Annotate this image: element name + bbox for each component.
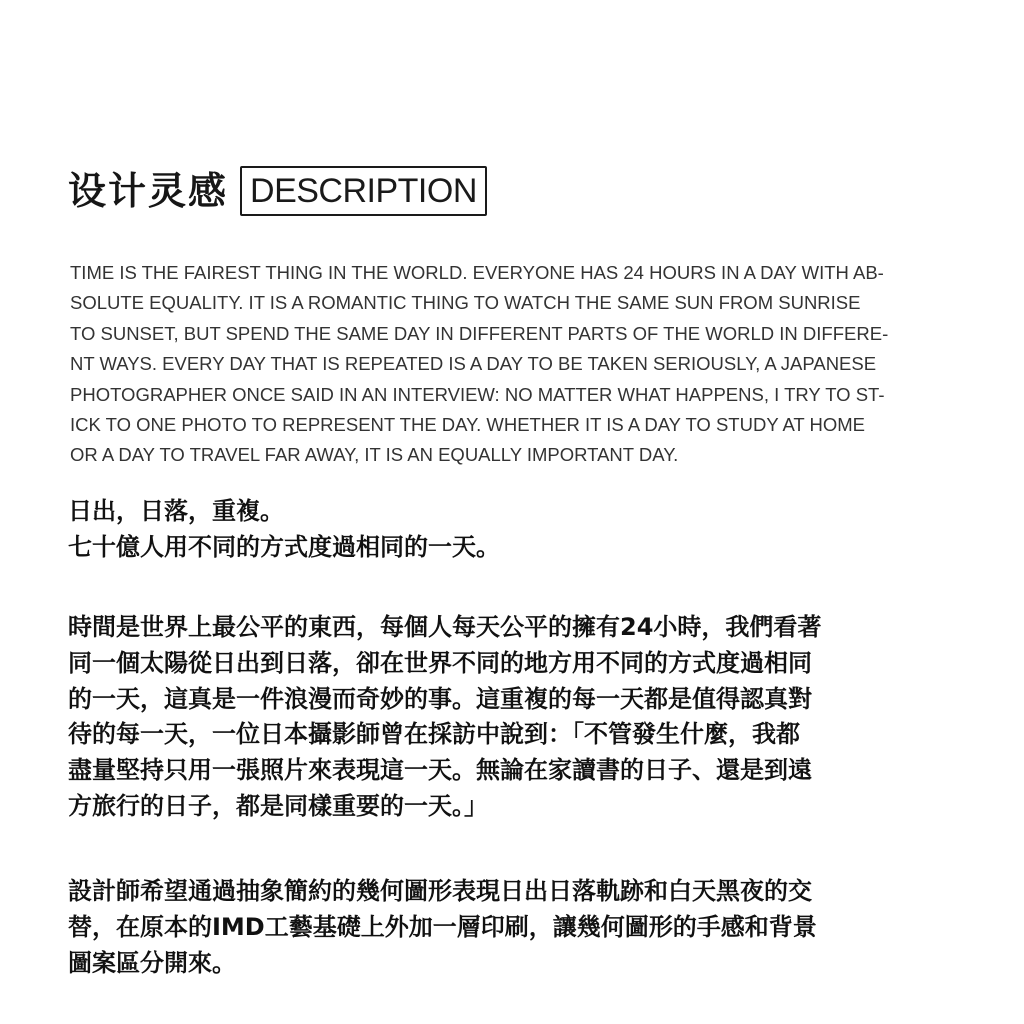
chinese-line: 圖案區分開來。 bbox=[68, 948, 236, 977]
chinese-intro-line: 日出，日落，重複。 bbox=[68, 497, 284, 525]
chinese-line: 同一個太陽從日出到日落，卻在世界不同的地方用不同的方式度過相同 bbox=[68, 648, 812, 677]
chinese-line: 的一天，這真是一件浪漫而奇妙的事。這重複的每一天都是值得認真對 bbox=[68, 684, 812, 713]
chinese-paragraph-design bbox=[68, 874, 978, 981]
section-heading bbox=[68, 166, 487, 216]
english-line: TIME IS THE FAIREST THING IN THE WORLD. EVERYONE HAS 24 HOURS IN A DAY WITH AB- bbox=[70, 262, 884, 283]
english-line: SOLUTE EQUALITY. IT IS A ROMANTIC THING TO WATCH THE SAME SUN FROM SUNRISE bbox=[70, 292, 861, 314]
english-line: TO SUNSET, BUT SPEND THE SAME DAY IN DIFFERENT PARTS OF THE WORLD IN DIFFERE- bbox=[70, 322, 889, 344]
chinese-line: 設計師希望通過抽象簡約的幾何圖形表現日出日落軌跡和白天黑夜的交 bbox=[68, 877, 812, 905]
heading-title-chinese: 设计灵感 bbox=[68, 169, 229, 213]
chinese-line: 替，在原本的IMD工藝基礎上外加一層印刷，讓幾何圖形的手感和背景 bbox=[68, 912, 817, 941]
english-line: OR A DAY TO TRAVEL FAR AWAY, IT IS AN EQUALLY IMPORTANT DAY. bbox=[70, 444, 679, 466]
chinese-line: 待的每一天，一位日本攝影師曾在採訪中說到：「不管發生什麼，我都 bbox=[68, 720, 800, 749]
chinese-line: 方旅行的日子，都是同樣重要的一天。」 bbox=[68, 791, 488, 820]
english-line: ICK TO ONE PHOTO TO REPRESENT THE DAY. WHETHER IT IS A DAY TO STUDY AT HOME bbox=[70, 414, 866, 436]
english-line: PHOTOGRAPHER ONCE SAID IN AN INTERVIEW: NO MATTER WHAT HAPPENS, I TRY TO ST- bbox=[70, 383, 885, 405]
chinese-line: 盡量堅持只用一張照片來表現這一天。無論在家讀書的日子、還是到遠 bbox=[68, 756, 812, 785]
chinese-intro-line: 七十億人用不同的方式度過相同的一天。 bbox=[68, 532, 500, 561]
english-line: NT WAYS. EVERY DAY THAT IS REPEATED IS A DAY TO BE TAKEN SERIOUSLY, A JAPANESE bbox=[70, 353, 877, 375]
chinese-intro bbox=[68, 494, 978, 566]
english-description-paragraph bbox=[70, 258, 970, 471]
heading-title-english-boxed: DESCRIPTION bbox=[240, 166, 487, 216]
chinese-paragraph-time bbox=[68, 610, 978, 825]
chinese-line: 時間是世界上最公平的東西，每個人每天公平的擁有24小時，我們看著 bbox=[68, 613, 822, 641]
